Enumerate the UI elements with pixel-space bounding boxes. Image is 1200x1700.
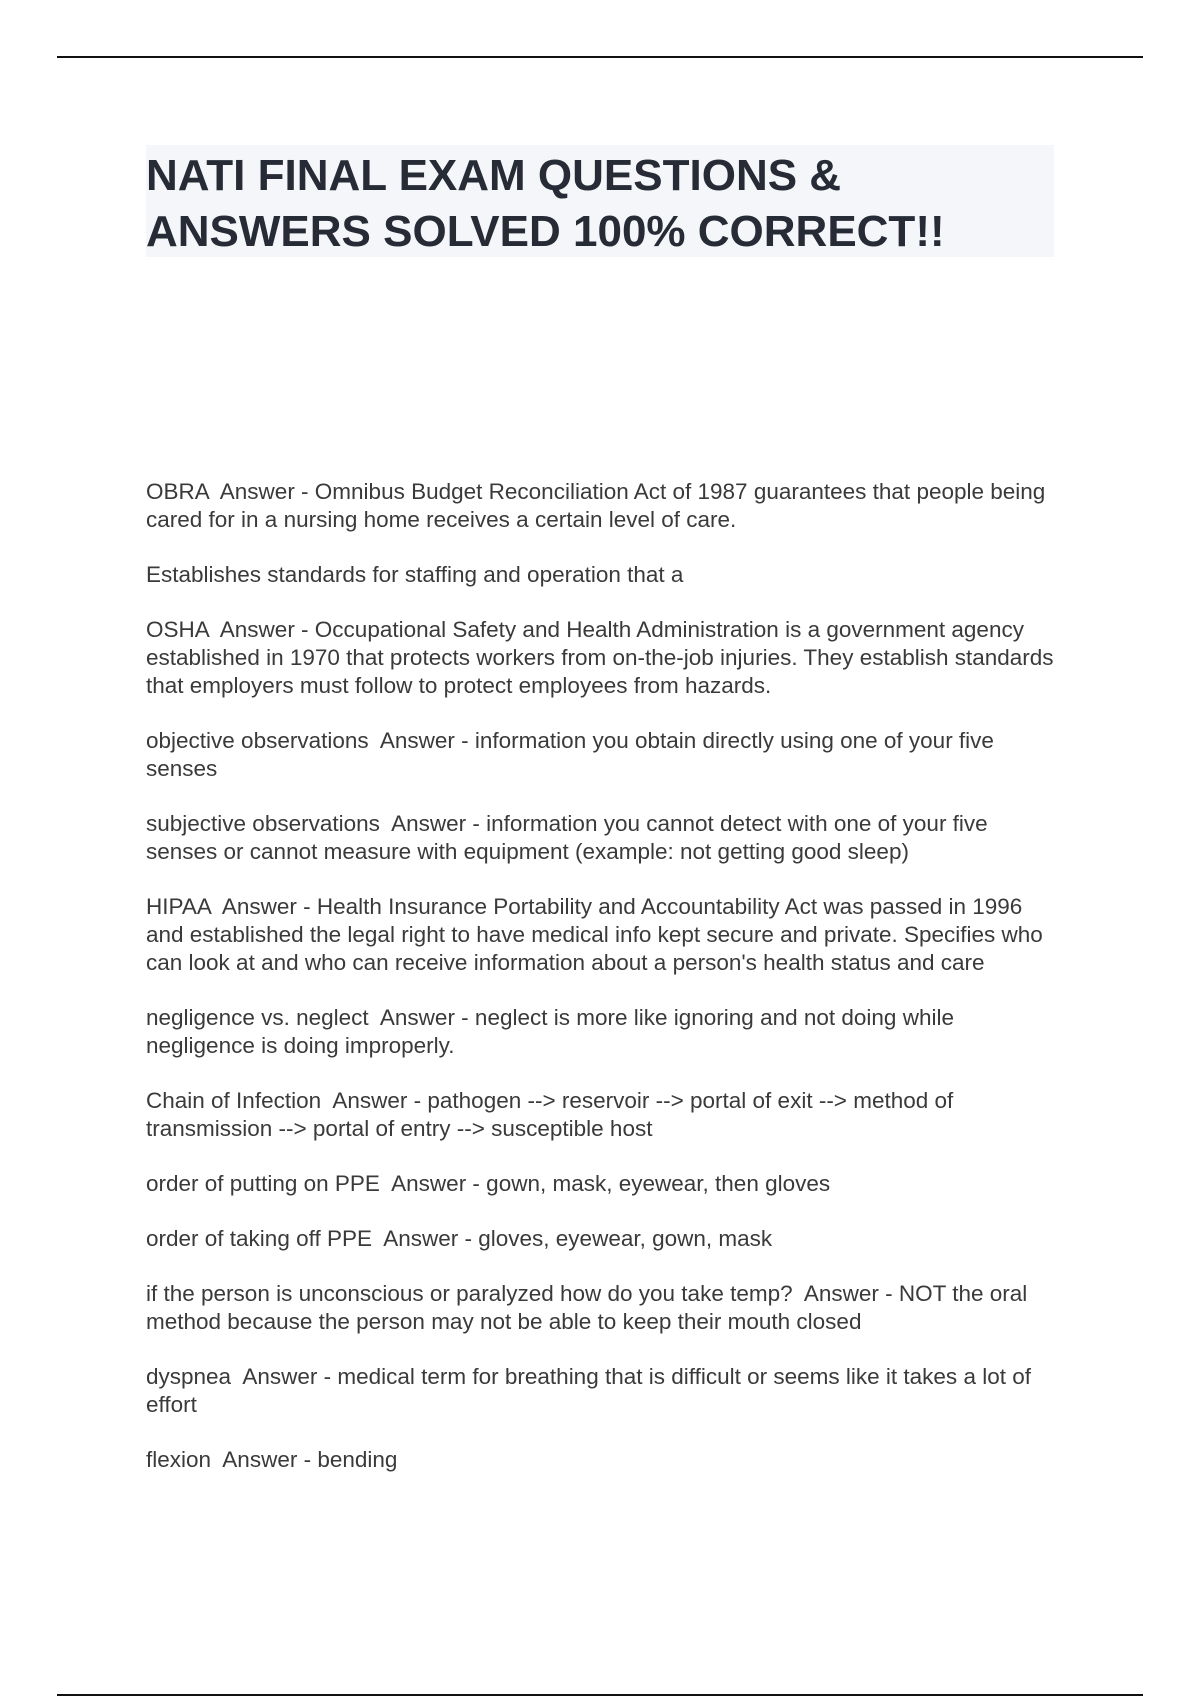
qa-entry-ppe-off: order of taking off PPE Answer - gloves, eyewear, gown, mask — [146, 1226, 773, 1251]
qa-entry-chain-of-infection: Chain of Infection Answer - pathogen --> reservoir --> portal of exit --> method of transmission --> portal of entry --> susceptible host — [146, 1088, 960, 1141]
bottom-rule — [57, 1694, 1143, 1696]
qa-entry-subjective: subjective observations Answer - information you cannot detect with one of your five senses or cannot measure with equipment (example: not getting good sleep) — [146, 811, 994, 864]
qa-entry-standards: Establishes standards for staffing and operation that a — [146, 562, 684, 587]
qa-entry-negligence: negligence vs. neglect Answer - neglect is more like ignoring and not doing while negligence is doing improperly. — [146, 1005, 961, 1058]
qa-entry-ppe-on: order of putting on PPE Answer - gown, mask, eyewear, then gloves — [146, 1171, 831, 1196]
qa-list — [146, 478, 1060, 1501]
top-rule — [57, 56, 1143, 58]
qa-entry-hipaa: HIPAA Answer - Health Insurance Portability and Accountability Act was passed in 1996 and established the legal right to have medical info kept secure and private. Specifies who can look at and who can receive information about a person's health status and care — [146, 894, 1050, 975]
qa-entry-obra: OBRA Answer - Omnibus Budget Reconciliation Act of 1987 guarantees that people being cared for in a nursing home receives a certain level of care. — [146, 479, 1052, 532]
document-title: NATI FINAL EXAM QUESTIONS & ANSWERS SOLVED 100% CORRECT!! — [146, 151, 945, 256]
qa-entry-objective: objective observations Answer - information you obtain directly using one of your five senses — [146, 728, 1001, 781]
qa-entry-osha: OSHA Answer - Occupational Safety and Health Administration is a government agency established in 1970 that protects workers from on-the-job injuries. They establish standards that employers must follow to protect employees from hazards. — [146, 617, 1060, 698]
qa-entry-temp: if the person is unconscious or paralyzed how do you take temp? Answer - NOT the oral method because the person may not be able to keep their mouth closed — [146, 1281, 1034, 1334]
qa-entry-dyspnea: dyspnea Answer - medical term for breathing that is difficult or seems like it takes a lot of effort — [146, 1364, 1038, 1417]
qa-entry-flexion: flexion Answer - bending — [146, 1447, 398, 1472]
